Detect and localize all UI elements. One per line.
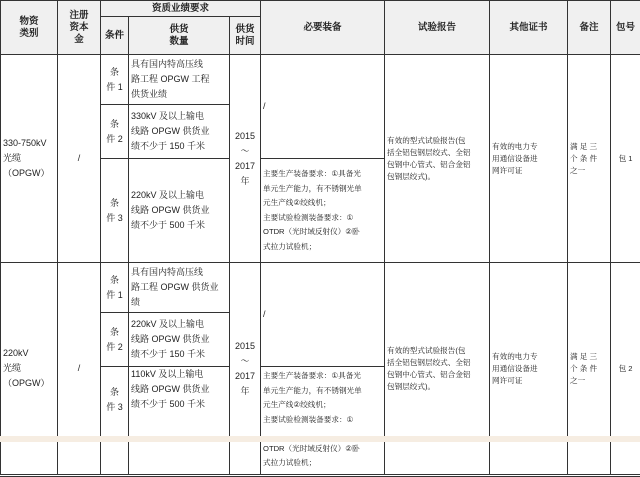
package-cell: 包 2 — [611, 263, 640, 475]
category-cell: 330-750kV 光缆 （OPGW） — [1, 55, 58, 263]
header-capital: 注册 资本 金 — [58, 1, 101, 55]
test-report-cell: 有效的型式试验报告(包 括全铝包钢层绞式、全铝 包钢中心管式、铝合金铝 包钢层绞式)。 — [385, 55, 490, 263]
remark-cell: 满 足 三 个 条 件 之一 — [568, 263, 611, 475]
supply-qty-cell: 具有国内特高压线 路工程 OPGW 供货业 绩 — [129, 263, 230, 313]
test-report-cell: 有效的型式试验报告(包 括全铝包钢层绞式、全铝 包钢中心管式、铝合金铝 包钢层绞式)。 — [385, 263, 490, 475]
other-cert-cell: 有效的电力专 用通信设备进 网许可证 — [490, 263, 568, 475]
condition-label: 条 件 2 — [101, 313, 129, 367]
supply-qty-cell: 220kV 及以上输电 线路 OPGW 供货业 绩不少于 500 千米 — [129, 159, 230, 263]
category-cell: 220kV 光缆 （OPGW） — [1, 263, 58, 475]
condition-label: 条 件 2 — [101, 105, 129, 159]
header-supply-time: 供货 时间 — [230, 17, 261, 55]
remark-cell: 满 足 三 个 条 件 之一 — [568, 55, 611, 263]
supply-qty-cell: 330kV 及以上输电 线路 OPGW 供货业 绩不少于 150 千米 — [129, 105, 230, 159]
equipment-slash: / — [261, 263, 385, 367]
header-category: 物资 类别 — [1, 1, 58, 55]
header-qualification: 资质业绩要求 — [101, 1, 261, 17]
equipment-cell: 主要生产装备要求：①具备光 单元生产能力，有不锈钢光单 元生产线②绞线机； 主要试验检测装备要求：① OTDR（光时域反射仪）②卧 式拉力试验机； — [261, 367, 385, 475]
table-row — [1, 263, 640, 313]
other-cert-cell: 有效的电力专 用通信设备进 网许可证 — [490, 55, 568, 263]
condition-label: 条 件 1 — [101, 263, 129, 313]
supply-time-cell: 2015 ～ 2017 年 — [230, 55, 261, 263]
package-cell: 包 1 — [611, 55, 640, 263]
supply-qty-cell: 具有国内特高压线 路工程 OPGW 工程 供货业绩 — [129, 55, 230, 105]
header-condition: 条件 — [101, 17, 129, 55]
header-other-cert: 其他证书 — [490, 1, 568, 55]
condition-label: 条 件 1 — [101, 55, 129, 105]
header-remark: 备注 — [568, 1, 611, 55]
supply-time-cell: 2015 ～ 2017 年 — [230, 263, 261, 475]
page-break-band — [0, 436, 640, 442]
supply-qty-cell: 220kV 及以上输电 线路 OPGW 供货业 绩不少于 150 千米 — [129, 313, 230, 367]
condition-label: 条 件 3 — [101, 367, 129, 475]
condition-label: 条 件 3 — [101, 159, 129, 263]
header-test-report: 试验报告 — [385, 1, 490, 55]
supply-qty-cell: 110kV 及以上输电 线路 OPGW 供货业 绩不少于 500 千米 — [129, 367, 230, 475]
header-supply-qty: 供货 数量 — [129, 17, 230, 55]
capital-cell: / — [58, 263, 101, 475]
table-row — [1, 55, 640, 105]
header-equipment: 必要装备 — [261, 1, 385, 55]
capital-cell: / — [58, 55, 101, 263]
equipment-cell: 主要生产装备要求：①具备光 单元生产能力，有不锈钢光单 元生产线②绞线机； 主要试验检测装备要求：① OTDR（光时域反射仪）②卧 式拉力试验机； — [261, 159, 385, 263]
header-package: 包号 — [611, 1, 640, 55]
equipment-slash: / — [261, 55, 385, 159]
